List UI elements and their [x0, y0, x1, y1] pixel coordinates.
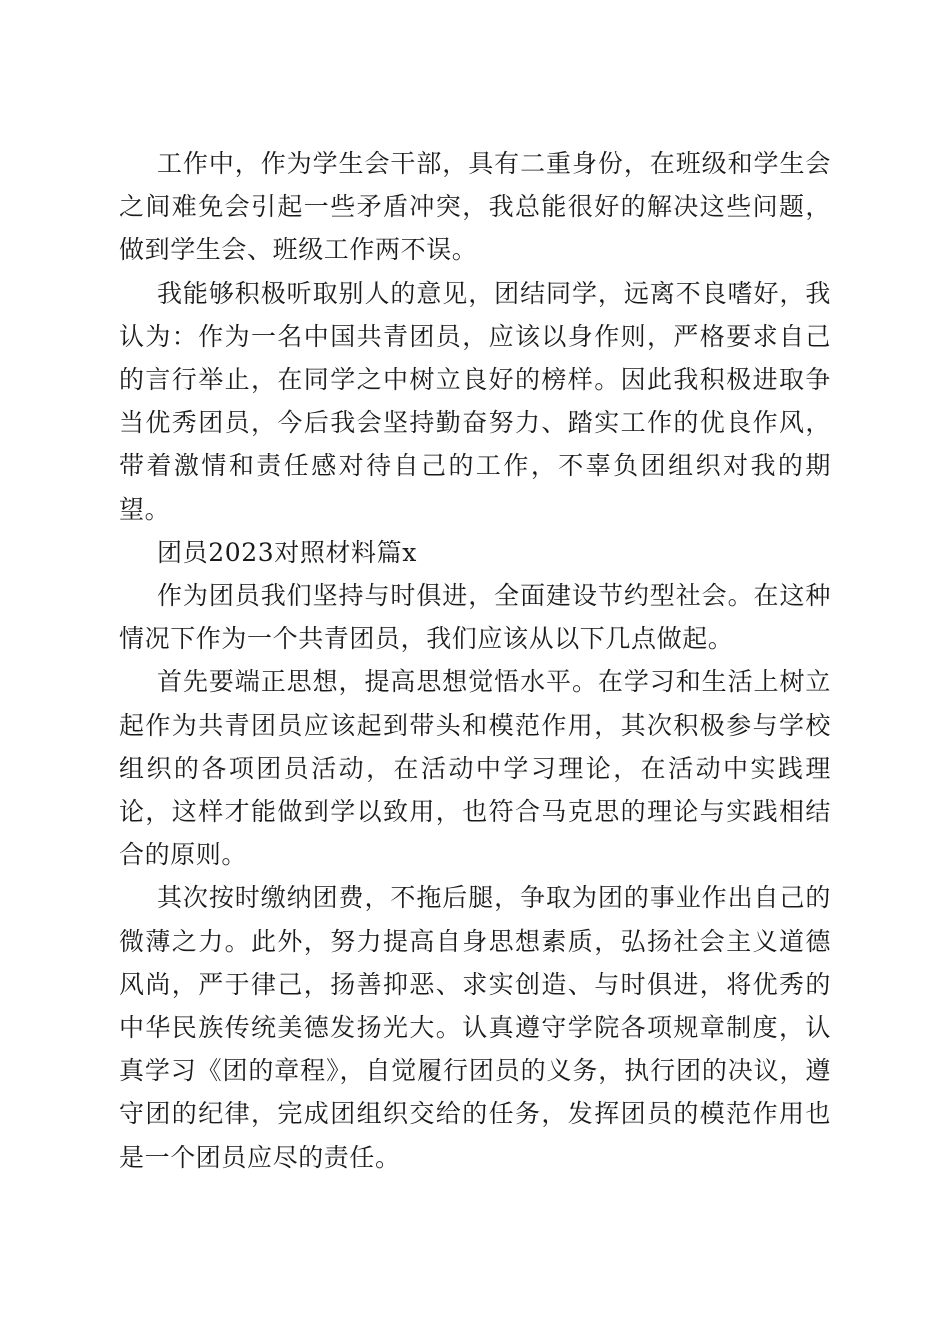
paragraph-keep-pace-with-times: 作为团员我们坚持与时俱进，全面建设节约型社会。在这种情况下作为一个共青团员，我们应该从以下几点做起。: [119, 581, 831, 654]
paragraph-student-union-duties: 工作中，作为学生会干部，具有二重身份，在班级和学生会之间难免会引起一些矛盾冲突，我总能很好的解决这些问题，做到学生会、班级工作两不误。: [119, 149, 831, 265]
paragraph-listen-and-unite: 我能够积极听取别人的意见，团结同学，远离不良嗜好，我认为：作为一名中国共青团员，应该以身作则，严格要求自己的言行举止，在同学之中树立良好的榜样。因此我积极进取争当优秀团员，今后我会坚持勤奋努力、踏实工作的优良作风，带着激情和责任感对待自己的工作，不辜负团组织对我的期望。: [119, 278, 831, 524]
paragraph-correct-thinking: 首先要端正思想，提高思想觉悟水平。在学习和生活上树立起作为共青团员应该起到带头和模范作用，其次积极参与学校组织的各项团员活动，在活动中学习理论，在活动中实践理论，这样才能做到学以致用，也符合马克思的理论与实践相结合的原则。: [119, 667, 831, 870]
document-body: [119, 142, 831, 1179]
section-heading: 团员2023对照材料篇x: [157, 537, 417, 567]
paragraph-pay-league-dues: 其次按时缴纳团费，不拖后腿，争取为团的事业作出自己的微薄之力。此外，努力提高自身思想素质，弘扬社会主义道德风尚，严于律己，扬善抑恶、求实创造、与时俱进，将优秀的中华民族传统美德发扬光大。认真遵守学院各项规章制度，认真学习《团的章程》，自觉履行团员的义务，执行团的决议，遵守团的纪律，完成团组织交给的任务，发挥团员的模范作用也是一个团员应尽的责任。: [119, 883, 831, 1172]
